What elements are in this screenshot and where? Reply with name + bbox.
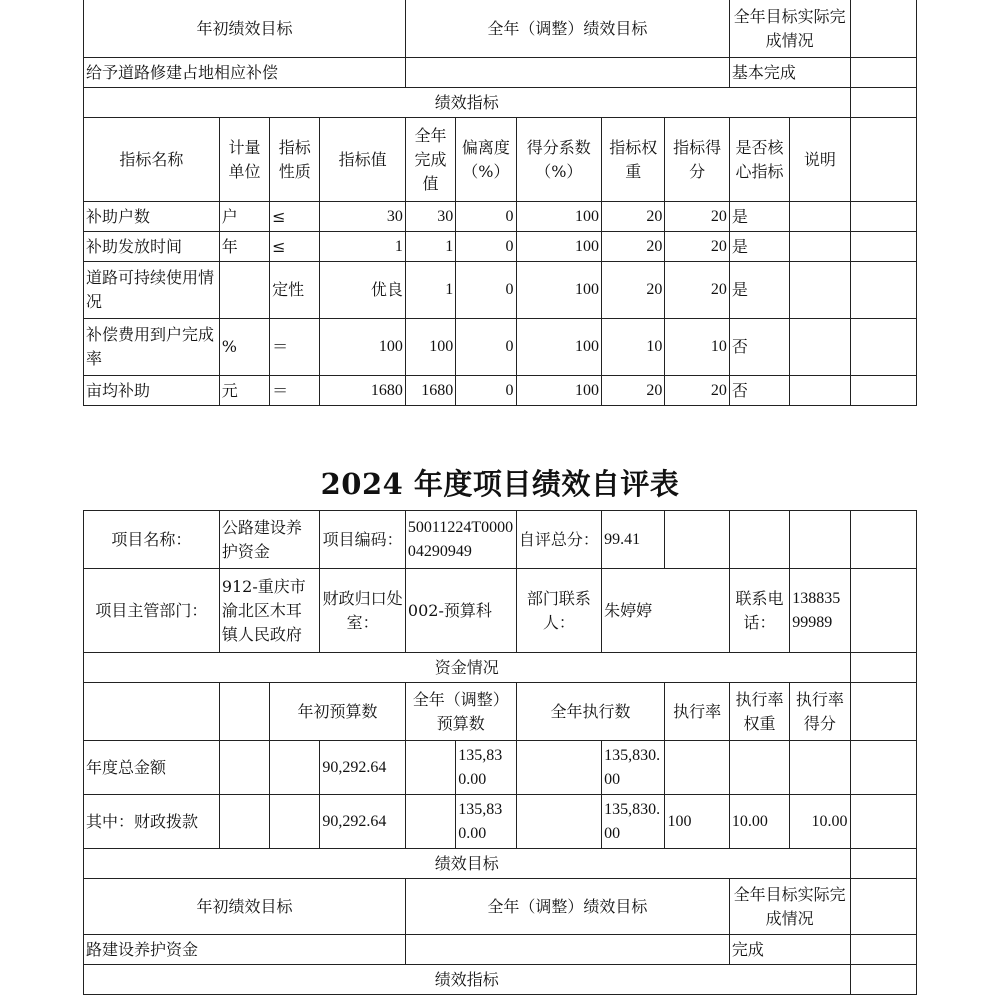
cell-deviation: 0 <box>456 262 516 319</box>
funds-weight <box>729 741 789 795</box>
col-nature: 指标性质 <box>270 118 320 202</box>
cell-completed: 30 <box>405 202 455 232</box>
cell-core: 是 <box>729 262 789 319</box>
cell-nature: 定性 <box>270 262 320 319</box>
perf-section-title: 绩效指标 <box>84 88 851 118</box>
cell-core: 否 <box>729 319 789 376</box>
cell-value: 1 <box>320 232 406 262</box>
funds-header-executed: 全年执行数 <box>516 683 665 741</box>
info-row-1 <box>84 511 917 569</box>
cell-score: 20 <box>665 376 729 406</box>
cell-completed: 100 <box>405 319 455 376</box>
cell-core: 是 <box>729 202 789 232</box>
col-score: 指标得分 <box>665 118 729 202</box>
cell-coefficient: 100 <box>516 232 602 262</box>
goal-row <box>84 58 917 88</box>
funds-adjusted: 135,830.00 <box>456 795 516 849</box>
cell-coefficient: 100 <box>516 262 602 319</box>
cell-note <box>790 376 850 406</box>
col-core: 是否核心指标 <box>729 118 789 202</box>
cell-note <box>790 319 850 376</box>
funds-row-label: 其中：财政拨款 <box>84 795 220 849</box>
evaluation-form-table <box>83 510 917 995</box>
funds-header-rate: 执行率 <box>665 683 729 741</box>
project-name: 公路建设养护资金 <box>219 511 320 569</box>
project-code: 50011224T000004290949 <box>405 511 516 569</box>
perf-section-row <box>84 88 917 118</box>
cell-note <box>790 262 850 319</box>
cell-core: 否 <box>729 376 789 406</box>
funds-budget: 90,292.64 <box>320 795 406 849</box>
cell-name: 补助发放时间 <box>84 232 220 262</box>
goal-section-title: 绩效目标 <box>84 849 851 879</box>
cell-nature: ≤ <box>270 202 320 232</box>
info-row-2 <box>84 569 917 653</box>
cell-name: 补助户数 <box>84 202 220 232</box>
goal-actual: 基本完成 <box>729 58 850 88</box>
col-note: 说明 <box>790 118 850 202</box>
goal-header-row <box>84 0 917 58</box>
table-row <box>84 319 917 376</box>
cell-score: 20 <box>665 262 729 319</box>
goal-header-adjusted: 全年（调整）绩效目标 <box>405 879 729 935</box>
funds-score <box>790 741 850 795</box>
funds-section-row <box>84 653 917 683</box>
table-row <box>84 232 917 262</box>
funds-header-score: 执行率得分 <box>790 683 850 741</box>
cell-unit: % <box>219 319 269 376</box>
cell-unit <box>219 262 269 319</box>
goal-adjusted <box>405 935 729 965</box>
phone-label: 联系电话： <box>729 569 789 653</box>
goal-header-initial: 年初绩效目标 <box>84 0 406 58</box>
perf-section-row <box>84 965 917 995</box>
table-row <box>84 741 917 795</box>
self-score-label: 自评总分： <box>516 511 602 569</box>
funds-header-adjusted: 全年（调整）预算数 <box>405 683 516 741</box>
goal-adjusted <box>405 58 729 88</box>
cell-nature: ＝ <box>270 376 320 406</box>
project-code-label: 项目编码： <box>320 511 406 569</box>
cell-name: 亩均补助 <box>84 376 220 406</box>
cell-value: 1680 <box>320 376 406 406</box>
goal-header-initial: 年初绩效目标 <box>84 879 406 935</box>
goal-header-adjusted: 全年（调整）绩效目标 <box>405 0 729 58</box>
cell-weight: 20 <box>602 376 665 406</box>
funds-header-budget: 年初预算数 <box>270 683 406 741</box>
funds-adjusted: 135,830.00 <box>456 741 516 795</box>
col-indicator-name: 指标名称 <box>84 118 220 202</box>
cell-nature: ＝ <box>270 319 320 376</box>
finance-label: 财政归口处室： <box>320 569 406 653</box>
col-coefficient: 得分系数（%） <box>516 118 602 202</box>
cell-completed: 1680 <box>405 376 455 406</box>
funds-executed: 135,830.00 <box>602 795 665 849</box>
cell-name: 补偿费用到户完成率 <box>84 319 220 376</box>
funds-budget: 90,292.64 <box>320 741 406 795</box>
contact-label: 部门联系人： <box>516 569 602 653</box>
self-score: 99.41 <box>602 511 665 569</box>
cell-note <box>790 232 850 262</box>
goal-section-row <box>84 849 917 879</box>
cell-score: 20 <box>665 202 729 232</box>
top-performance-table <box>83 0 917 406</box>
cell-unit: 年 <box>219 232 269 262</box>
cell-score: 20 <box>665 232 729 262</box>
phone: 13883599989 <box>790 569 850 653</box>
col-deviation: 偏离度（%） <box>456 118 516 202</box>
funds-weight: 10.00 <box>729 795 789 849</box>
col-completed: 全年完成值 <box>405 118 455 202</box>
goal-header-actual: 全年目标实际完成情况 <box>729 0 850 58</box>
goal-header-actual: 全年目标实际完成情况 <box>729 879 850 935</box>
dept: 912-重庆市渝北区木耳镇人民政府 <box>219 569 320 653</box>
cell-nature: ≤ <box>270 232 320 262</box>
cell-value: 优良 <box>320 262 406 319</box>
cell-deviation: 0 <box>456 376 516 406</box>
table-row <box>84 795 917 849</box>
cell-coefficient: 100 <box>516 319 602 376</box>
dept-label: 项目主管部门： <box>84 569 220 653</box>
perf-section-title: 绩效指标 <box>84 965 851 995</box>
funds-section-title: 资金情况 <box>84 653 851 683</box>
table-row <box>84 376 917 406</box>
cell-name: 道路可持续使用情况 <box>84 262 220 319</box>
funds-row-label: 年度总金额 <box>84 741 220 795</box>
funds-header-weight: 执行率权重 <box>729 683 789 741</box>
funds-executed: 135,830.00 <box>602 741 665 795</box>
cell-score: 10 <box>665 319 729 376</box>
cell-coefficient: 100 <box>516 202 602 232</box>
goal-row <box>84 935 917 965</box>
cell-unit: 元 <box>219 376 269 406</box>
table-row <box>84 262 917 319</box>
funds-rate <box>665 741 729 795</box>
goal-initial: 给予道路修建占地相应补偿 <box>84 58 406 88</box>
goal-initial: 路建设养护资金 <box>84 935 406 965</box>
finance: 002-预算科 <box>405 569 516 653</box>
project-name-label: 项目名称： <box>84 511 220 569</box>
cell-completed: 1 <box>405 232 455 262</box>
cell-completed: 1 <box>405 262 455 319</box>
page-title: 2024 年度项目绩效自评表 <box>320 467 680 501</box>
cell-value: 100 <box>320 319 406 376</box>
cell-deviation: 0 <box>456 319 516 376</box>
cell-weight: 10 <box>602 319 665 376</box>
cell-weight: 20 <box>602 262 665 319</box>
col-value: 指标值 <box>320 118 406 202</box>
cell-core: 是 <box>729 232 789 262</box>
cell-weight: 20 <box>602 202 665 232</box>
funds-header-row <box>84 683 917 741</box>
contact: 朱婷婷 <box>602 569 730 653</box>
goal-actual: 完成 <box>729 935 850 965</box>
cell-weight: 20 <box>602 232 665 262</box>
goal-header-row <box>84 879 917 935</box>
cell-coefficient: 100 <box>516 376 602 406</box>
cell-deviation: 0 <box>456 202 516 232</box>
cell-value: 30 <box>320 202 406 232</box>
cell-note <box>790 202 850 232</box>
col-weight: 指标权重 <box>602 118 665 202</box>
table-row <box>84 202 917 232</box>
funds-score: 10.00 <box>790 795 850 849</box>
col-unit: 计量单位 <box>219 118 269 202</box>
cell-deviation: 0 <box>456 232 516 262</box>
perf-header-row <box>84 118 917 202</box>
cell-unit: 户 <box>219 202 269 232</box>
funds-rate: 100 <box>665 795 729 849</box>
